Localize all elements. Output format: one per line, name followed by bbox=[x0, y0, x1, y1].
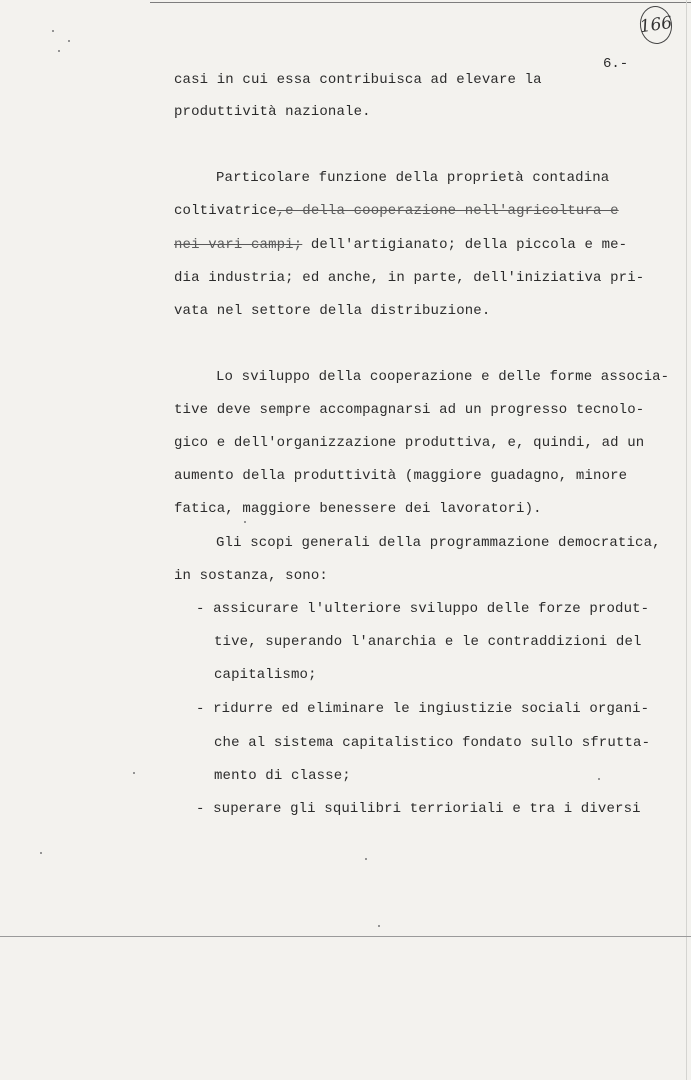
paper-speck bbox=[52, 30, 54, 32]
archive-stamp: 166 bbox=[638, 4, 675, 46]
paper-speck bbox=[244, 521, 246, 523]
bullet-2-line-1: - ridurre ed eliminare le ingiustizie sociali organi- bbox=[196, 701, 650, 717]
bullet-1-line-2: tive, superando l'anarchia e le contraddizioni del bbox=[214, 634, 642, 650]
text-line-14: in sostanza, sono: bbox=[174, 568, 328, 584]
paper-speck bbox=[598, 778, 600, 780]
text-line-4 bbox=[174, 203, 619, 219]
text-line-6: dia industria; ed anche, in parte, dell'iniziativa pri- bbox=[174, 270, 645, 286]
paper-speck bbox=[40, 852, 42, 854]
paper-speck bbox=[378, 925, 380, 927]
paper-speck bbox=[365, 858, 367, 860]
text-line-11: aumento della produttività (maggiore guadagno, minore bbox=[174, 468, 628, 484]
paper-speck bbox=[133, 772, 135, 774]
bullet-3-line-1: - superare gli squilibri terrioriali e tra i diversi bbox=[196, 801, 641, 817]
text-line-2: produttività nazionale. bbox=[174, 104, 371, 120]
bullet-1-line-3: capitalismo; bbox=[214, 667, 317, 683]
text-line-13: Gli scopi generali della programmazione democratica, bbox=[216, 535, 661, 551]
text-line-4-kept: coltivatrice bbox=[174, 203, 277, 219]
struck-text-2: nei vari campi; bbox=[174, 237, 303, 253]
bullet-2-line-3: mento di classe; bbox=[214, 768, 351, 784]
paper-speck bbox=[58, 50, 60, 52]
bullet-2-line-2: che al sistema capitalistico fondato sullo sfrutta- bbox=[214, 735, 651, 751]
text-line-10: gico e dell'organizzazione produttiva, e, quindi, ad un bbox=[174, 435, 645, 451]
top-border-line bbox=[150, 2, 691, 3]
text-line-5 bbox=[174, 237, 627, 253]
page-edge bbox=[686, 0, 687, 1080]
struck-text-1: ,e della cooperazione nell'agricoltura e bbox=[276, 203, 619, 219]
paper-speck bbox=[68, 40, 70, 42]
text-line-8: Lo sviluppo della cooperazione e delle forme associa- bbox=[216, 369, 670, 385]
text-line-12: fatica, maggiore benessere dei lavoratori). bbox=[174, 501, 542, 517]
text-line-1: casi in cui essa contribuisca ad elevare la bbox=[174, 72, 542, 88]
text-line-3: Particolare funzione della proprietà contadina bbox=[216, 170, 610, 186]
text-line-7: vata nel settore della distribuzione. bbox=[174, 303, 491, 319]
bullet-1-line-1: - assicurare l'ulteriore sviluppo delle forze produt- bbox=[196, 601, 650, 617]
bottom-border-line bbox=[0, 936, 691, 937]
text-line-5-kept: dell'artigianato; della piccola e me- bbox=[302, 237, 628, 253]
text-line-9: tive deve sempre accompagnarsi ad un progresso tecnolo- bbox=[174, 402, 645, 418]
page-number: 6.- bbox=[603, 56, 629, 72]
